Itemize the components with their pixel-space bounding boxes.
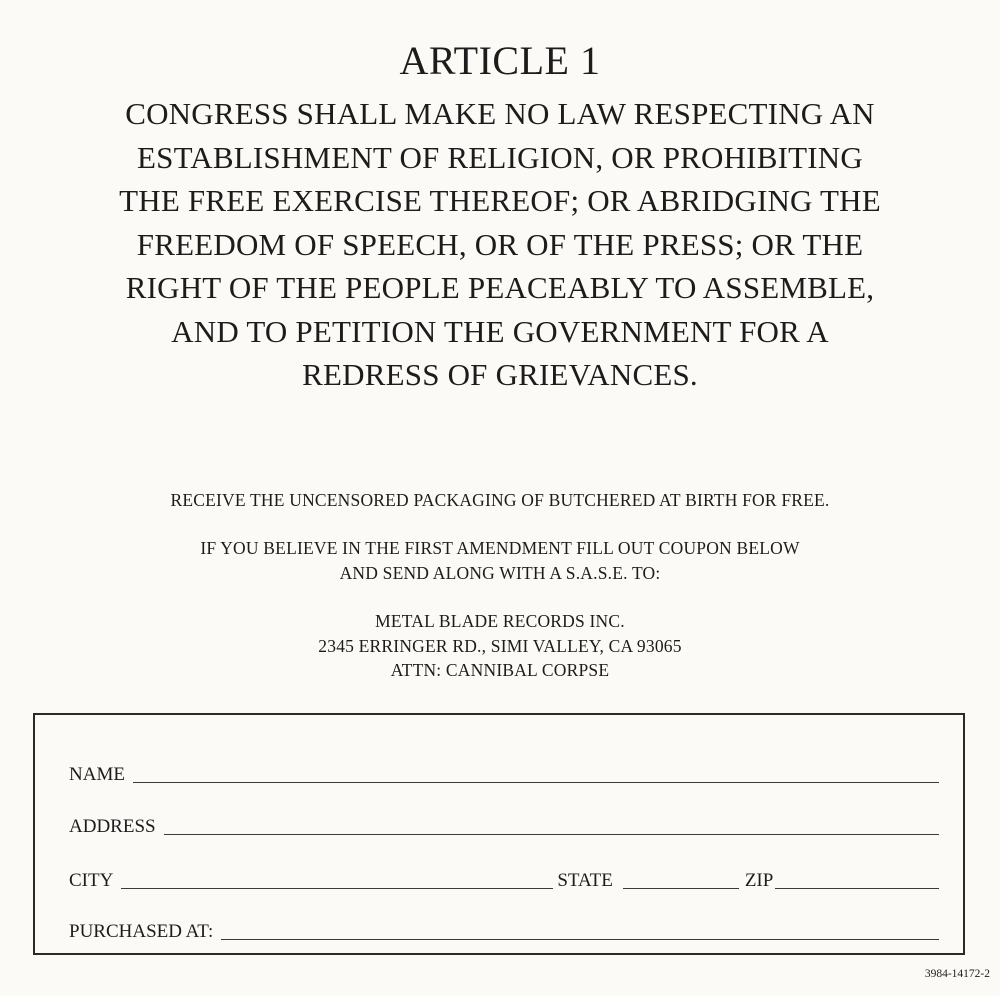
article-title: ARTICLE 1: [399, 38, 601, 83]
article-text: [20, 92, 980, 397]
article-line: CONGRESS SHALL MAKE NO LAW RESPECTING AN: [125, 96, 875, 131]
article-line: THE FREE EXERCISE THEREOF; OR ABRIDGING THE: [119, 183, 881, 218]
company-name: METAL BLADE RECORDS INC.: [375, 611, 625, 631]
address-row: [69, 807, 939, 837]
purchased-at-label: PURCHASED AT:: [69, 921, 214, 942]
street-address: 2345 ERRINGER RD., SIMI VALLEY, CA 93065: [318, 635, 682, 656]
address-label: ADDRESS: [69, 816, 156, 837]
article-line: ESTABLISHMENT OF RELIGION, OR PROHIBITING: [137, 139, 863, 175]
name-field[interactable]: [133, 766, 939, 783]
zip-field[interactable]: [775, 872, 939, 889]
instructions: [0, 536, 1000, 585]
instruction-line: AND SEND ALONG WITH A S.A.S.E. TO:: [339, 562, 661, 583]
city-field[interactable]: [121, 872, 553, 889]
state-field[interactable]: [623, 872, 739, 889]
article-line: RIGHT OF THE PEOPLE PEACEABLY TO ASSEMBLE,: [125, 270, 875, 305]
article-line: FREEDOM OF SPEECH, OR OF THE PRESS; OR THE: [136, 226, 864, 262]
catalog-number: 3984-14172-2: [924, 968, 990, 980]
city-state-zip-row: [69, 861, 939, 891]
offer-notice: [0, 488, 1000, 513]
address-field[interactable]: [164, 818, 939, 835]
offer-line: RECEIVE THE UNCENSORED PACKAGING OF BUTCHERED AT BIRTH FOR FREE.: [170, 490, 830, 510]
zip-label: ZIP: [744, 870, 774, 891]
article-line: AND TO PETITION THE GOVERNMENT FOR A: [171, 313, 829, 349]
attention-line: ATTN: CANNIBAL CORPSE: [390, 660, 610, 680]
name-row: [69, 755, 939, 785]
mailing-address: [0, 609, 1000, 683]
name-label: NAME: [69, 764, 125, 785]
article-line: REDRESS OF GRIEVANCES.: [302, 357, 698, 392]
instruction-line: IF YOU BELIEVE IN THE FIRST AMENDMENT FILL OUT COUPON BELOW: [200, 538, 800, 558]
purchased-at-row: [69, 912, 939, 942]
purchased-at-field[interactable]: [221, 923, 939, 940]
coupon-form: [33, 713, 965, 955]
state-label: STATE: [557, 870, 613, 891]
city-label: CITY: [69, 870, 114, 891]
